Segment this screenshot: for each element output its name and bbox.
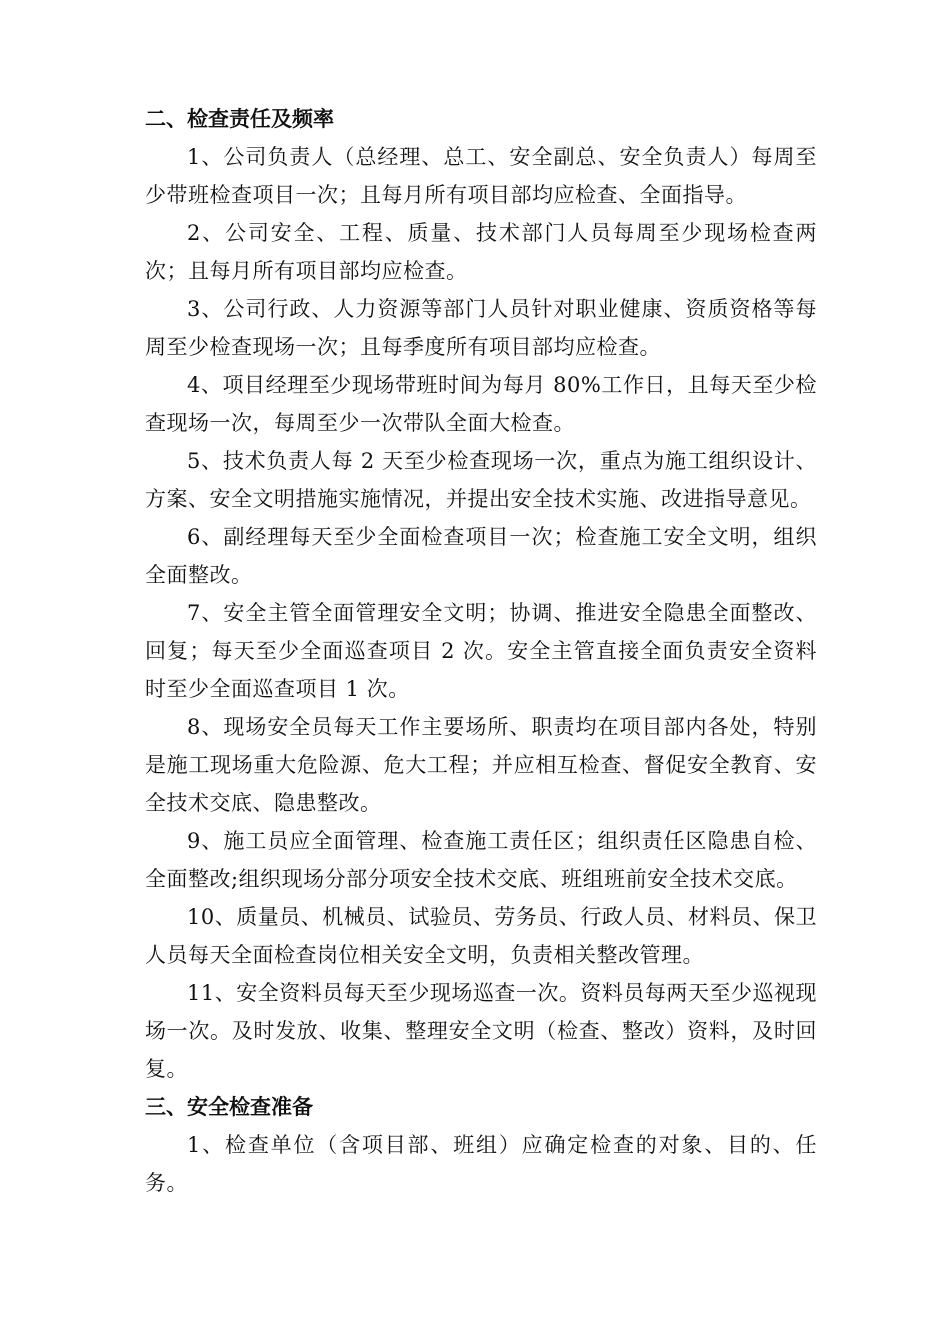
paragraph-5: 5、技术负责人每 2 天至少检查现场一次，重点为施工组织设计、方案、安全文明措施实施情况，并提出安全技术实施、改进指导意见。 bbox=[145, 449, 817, 511]
section-inspection-preparation bbox=[145, 1088, 817, 1202]
paragraph-8: 8、现场安全员每天工作主要场所、职责均在项目部内各处，特别是施工现场重大危险源、危大工程；并应相互检查、督促安全教育、安全技术交底、隐患整改。 bbox=[145, 715, 817, 815]
paragraph-6: 6、副经理每天至少全面检查项目一次；检查施工安全文明，组织全面整改。 bbox=[145, 525, 817, 587]
paragraph-10: 10、质量员、机械员、试验员、劳务员、行政人员、材料员、保卫人员每天全面检查岗位相关安全文明，负责相关整改管理。 bbox=[145, 905, 817, 967]
paragraph-7: 7、安全主管全面管理安全文明；协调、推进安全隐患全面整改、回复；每天至少全面巡查项目 2 次。安全主管直接全面负责安全资料时至少全面巡查项目 1 次。 bbox=[145, 601, 817, 701]
paragraph-11: 11、安全资料员每天至少现场巡查一次。资料员每两天至少巡视现场一次。及时发放、收集、整理安全文明（检查、整改）资料，及时回复。 bbox=[145, 981, 817, 1081]
section-heading: 二、检查责任及频率 bbox=[145, 106, 334, 131]
paragraph-9: 9、施工员应全面管理、检查施工责任区；组织责任区隐患自检、全面整改;组织现场分部分项安全技术交底、班组班前安全技术交底。 bbox=[145, 829, 817, 891]
paragraph-1: 1、公司负责人（总经理、总工、安全副总、安全负责人）每周至少带班检查项目一次；且每月所有项目部均应检查、全面指导。 bbox=[145, 145, 817, 207]
section-heading: 三、安全检查准备 bbox=[145, 1094, 313, 1119]
paragraph-1: 1、检查单位（含项目部、班组）应确定检查的对象、目的、任务。 bbox=[145, 1133, 817, 1195]
paragraph-3: 3、公司行政、人力资源等部门人员针对职业健康、资质资格等每周至少检查现场一次；且每季度所有项目部均应检查。 bbox=[145, 297, 817, 359]
paragraph-4: 4、项目经理至少现场带班时间为每月 80%工作日，且每天至少检查现场一次，每周至少一次带队全面大检查。 bbox=[145, 373, 817, 435]
document-page bbox=[145, 100, 817, 1202]
paragraph-2: 2、公司安全、工程、质量、技术部门人员每周至少现场检查两次；且每月所有项目部均应检查。 bbox=[145, 221, 817, 283]
section-inspection-responsibility bbox=[145, 100, 817, 1088]
